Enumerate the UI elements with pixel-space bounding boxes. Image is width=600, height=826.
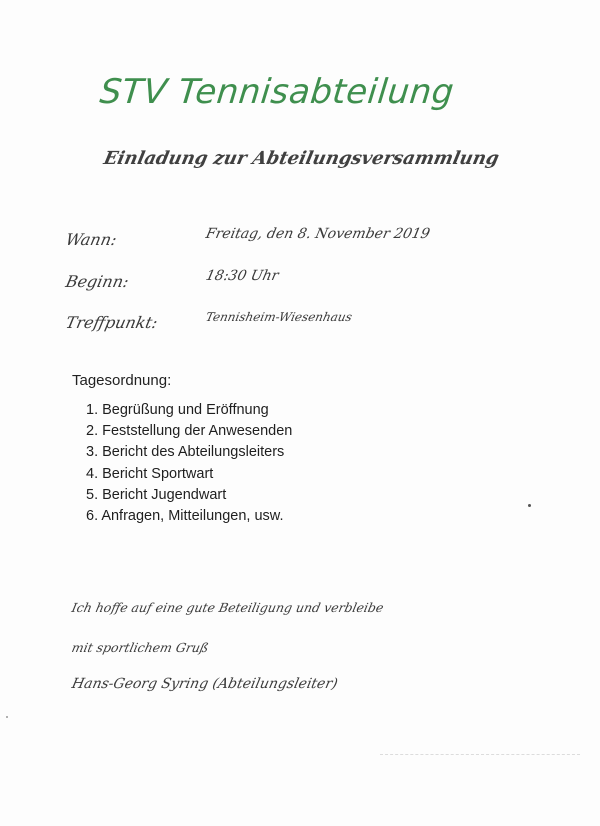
start-value: 18:30 Uhr (204, 268, 281, 284)
signature: Hans-Georg Syring (Abteilungsleiter) (70, 676, 340, 692)
agenda-list (86, 402, 292, 529)
meeting-point-label: Treffpunkt: (63, 313, 160, 332)
agenda-item: 2. Feststellung der Anwesenden (86, 423, 293, 440)
scan-speck (6, 716, 8, 718)
agenda-item: 5. Bericht Jugendwart (86, 486, 227, 503)
agenda-heading: Tagesordnung: (72, 372, 172, 389)
document-title: STV Tennisabteilung (97, 72, 457, 112)
closing-line-2: mit sportlichem Gruß (70, 640, 211, 655)
agenda-item: 6. Anfragen, Mitteilungen, usw. (86, 507, 284, 524)
when-label: Wann: (63, 230, 119, 249)
agenda-item: 1. Begrüßung und Eröffnung (86, 402, 269, 418)
invitation-subtitle: Einladung zur Abteilungsversammlung (101, 148, 501, 169)
start-label: Beginn: (63, 272, 131, 291)
when-value: Freitag, den 8. November 2019 (204, 226, 432, 242)
scan-speck (528, 504, 531, 507)
scan-artifact-line (380, 754, 580, 755)
meeting-point-value: Tennisheim-Wiesenhaus (204, 310, 354, 324)
agenda-item: 4. Bericht Sportwart (86, 465, 214, 482)
closing-line-1: Ich hoffe auf eine gute Beteiligung und verbleibe (70, 600, 386, 615)
agenda-item: 3. Bericht des Abteilungsleiters (86, 444, 285, 461)
